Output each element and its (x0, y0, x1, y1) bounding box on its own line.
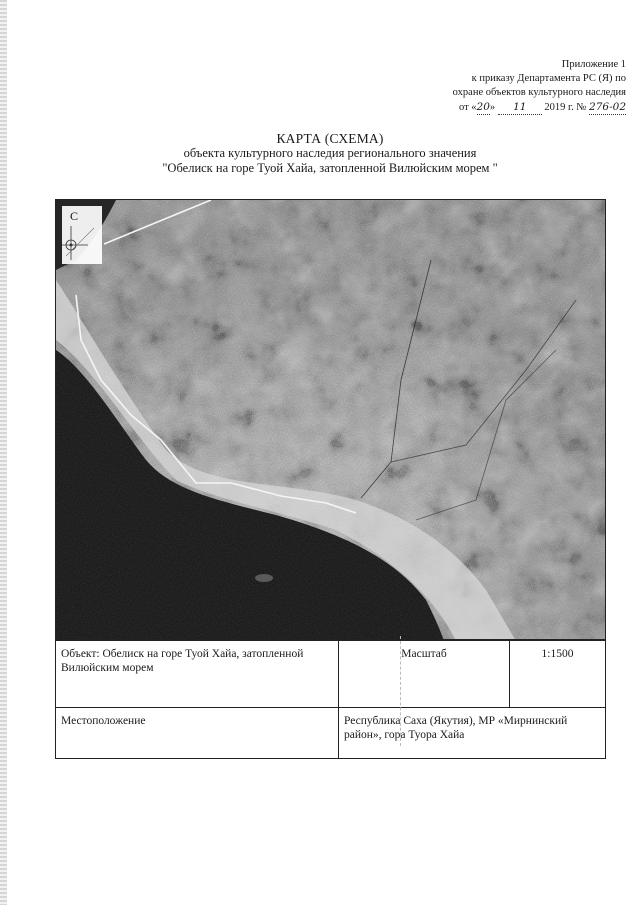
date-year: 2019 г. № (544, 102, 587, 113)
object-cell: Объект: Обелиск на горе Туой Хайа, затопленной Вилюйским морем (56, 641, 339, 708)
appendix-line-2: к приказу Департамента РС (Я) по (471, 73, 626, 84)
scale-value: 1:1500 (510, 641, 606, 708)
appendix-header (386, 58, 626, 115)
date-month: 11 (498, 100, 542, 115)
appendix-line-1: Приложение 1 (561, 59, 626, 70)
small-island (255, 574, 273, 582)
date-mid: » (489, 102, 496, 113)
location-label: Местоположение (56, 708, 339, 759)
date-prefix: от « (458, 102, 477, 113)
map-image (56, 200, 606, 640)
order-number: 276-02 (589, 101, 626, 113)
doc-subtitle: объекта культурного наследия регионального значения (183, 146, 477, 160)
fold-mark (400, 636, 402, 746)
object-name: "Обелиск на горе Туой Хайа, затопленной Вилюйским морем " (162, 161, 498, 175)
north-arrow (62, 206, 102, 264)
date-day: 20 (476, 101, 490, 113)
location-value: Республика Саха (Якутия), МР «Мирнинский район», гора Туора Хайа (339, 708, 606, 759)
appendix-date-line (386, 100, 626, 115)
scale-label: Масштаб (339, 641, 510, 708)
doc-title: КАРТА (СХЕМА) (276, 131, 384, 146)
scan-edge (0, 0, 7, 905)
table-row (56, 641, 606, 708)
appendix-line-3: охране объектов культурного наследия (452, 87, 626, 98)
title-block (150, 131, 510, 176)
info-table (55, 640, 606, 759)
table-row (56, 708, 606, 759)
north-label: С (70, 209, 79, 223)
satellite-map (55, 199, 606, 640)
